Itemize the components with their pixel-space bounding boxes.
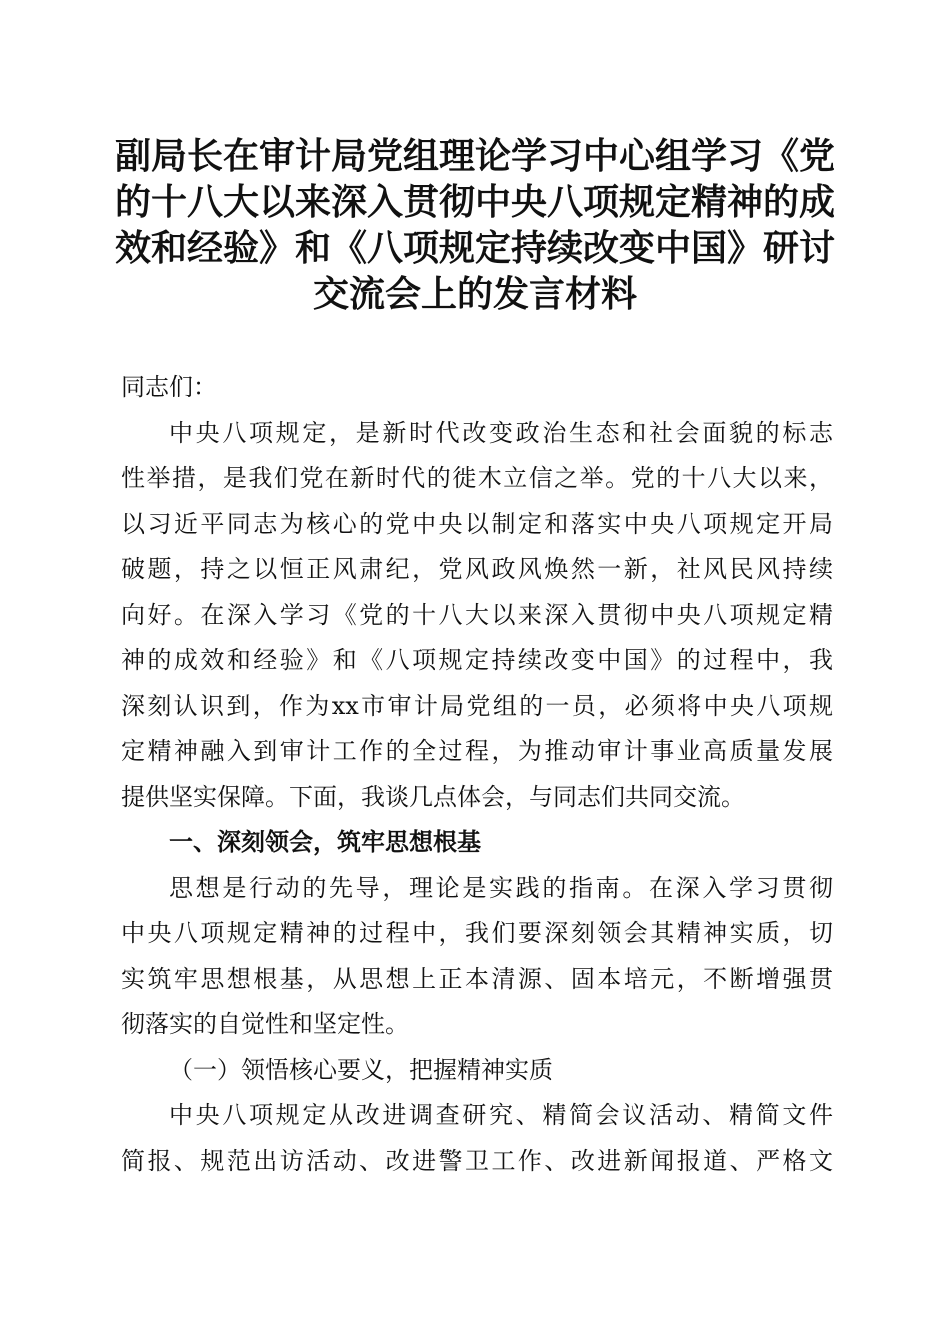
paragraph-line: 以习近平同志为核心的党中央以制定和落实中央八项规定开局	[121, 509, 833, 538]
paragraph-line: 中央八项规定，是新时代改变政治生态和社会面貌的标志	[169, 418, 833, 447]
paragraph-line: 定精神融入到审计工作的全过程，为推动审计事业高质量发展	[121, 737, 833, 765]
paragraph-line: 中央八项规定精神的过程中，我们要深刻领会其精神实质，切	[121, 919, 833, 947]
paragraph-line: 破题，持之以恒正风肃纪，党风政风焕然一新，社风民风持续	[121, 555, 833, 583]
paragraph-line: 简报、规范出访活动、改进警卫工作、改进新闻报道、严格文	[121, 1146, 833, 1175]
document-title	[110, 133, 840, 317]
title-line-2: 的十八大以来深入贯彻中央八项规定精神的成	[114, 181, 835, 223]
title-line-1: 副局长在审计局党组理论学习中心组学习《党	[114, 135, 835, 177]
paragraph-line: 彻落实的自觉性和坚定性。	[121, 1010, 409, 1038]
paragraph-section-1	[121, 866, 833, 1048]
paragraph-intro	[121, 411, 833, 821]
title-line-4: 交流会上的发言材料	[312, 273, 637, 315]
paragraph-line: 中央八项规定从改进调查研究、精简会议活动、精简文件	[169, 1101, 833, 1129]
paragraph-line: 深刻认识到，作为xx市审计局党组的一员，必须将中央八项规	[121, 691, 833, 720]
title-line-3: 效和经验》和《八项规定持续改变中国》研讨	[114, 227, 835, 269]
paragraph-line: 性举措，是我们党在新时代的徙木立信之举。党的十八大以来，	[121, 464, 833, 492]
paragraph-line: 神的成效和经验》和《八项规定持续改变中国》的过程中，我	[121, 646, 833, 674]
salutation: 同志们：	[121, 373, 217, 401]
paragraph-line: 实筑牢思想根基，从思想上正本清源、固本培元，不断增强贯	[121, 964, 833, 993]
paragraph-line: 向好。在深入学习《党的十八大以来深入贯彻中央八项规定精	[121, 600, 833, 629]
section-heading-1: 一、深刻领会，筑牢思想根基	[169, 828, 481, 856]
paragraph-subsection-1	[121, 1093, 833, 1184]
paragraph-line: 提供坚实保障。下面，我谈几点体会，与同志们共同交流。	[121, 782, 745, 811]
document-body	[121, 365, 833, 1184]
sub-heading-1: （一）领悟核心要义，把握精神实质	[169, 1055, 553, 1084]
paragraph-line: 思想是行动的先导，理论是实践的指南。在深入学习贯彻	[169, 873, 833, 902]
